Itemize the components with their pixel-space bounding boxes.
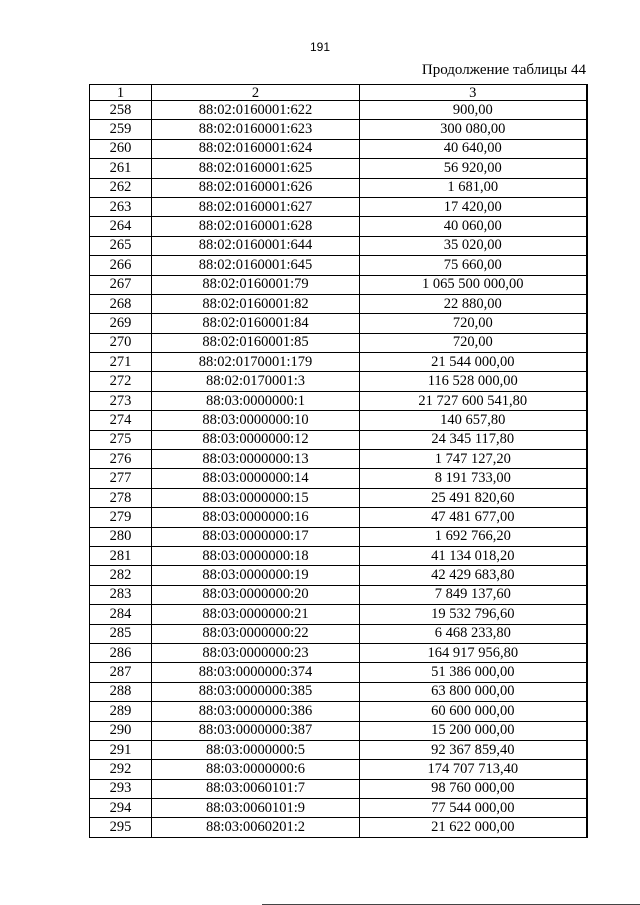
- value-cell: 47 481 677,00: [360, 508, 587, 527]
- cadastral-number-cell: 88:02:0160001:644: [152, 236, 360, 255]
- row-number-cell: 273: [90, 391, 152, 410]
- table-row: [90, 605, 587, 624]
- cadastral-number-cell: 88:03:0000000:19: [152, 566, 360, 585]
- cadastral-number-cell: 88:03:0000000:6: [152, 760, 360, 779]
- row-number-cell: 288: [90, 682, 152, 701]
- table-header-row: [90, 85, 587, 101]
- data-table: [89, 84, 588, 838]
- value-cell: 1 681,00: [360, 178, 587, 197]
- value-cell: 1 065 500 000,00: [360, 275, 587, 294]
- table-row: [90, 430, 587, 449]
- value-cell: 116 528 000,00: [360, 372, 587, 391]
- value-cell: 92 367 859,40: [360, 740, 587, 759]
- value-cell: 1 692 766,20: [360, 527, 587, 546]
- cadastral-number-cell: 88:03:0000000:15: [152, 488, 360, 507]
- cadastral-number-cell: 88:03:0000000:13: [152, 450, 360, 469]
- table-row: [90, 527, 587, 546]
- value-cell: 40 060,00: [360, 217, 587, 236]
- value-cell: 164 917 956,80: [360, 643, 587, 662]
- table-row: [90, 702, 587, 721]
- table-row: [90, 799, 587, 818]
- row-number-cell: 259: [90, 120, 152, 139]
- value-cell: 21 622 000,00: [360, 818, 587, 837]
- table-row: [90, 120, 587, 139]
- table-row: [90, 411, 587, 430]
- cadastral-number-cell: 88:03:0000000:22: [152, 624, 360, 643]
- cadastral-number-cell: 88:02:0160001:625: [152, 159, 360, 178]
- table-row: [90, 566, 587, 585]
- value-cell: 8 191 733,00: [360, 469, 587, 488]
- cadastral-number-cell: 88:03:0000000:385: [152, 682, 360, 701]
- table-body: [90, 101, 587, 838]
- value-cell: 1 747 127,20: [360, 450, 587, 469]
- cadastral-number-cell: 88:02:0160001:79: [152, 275, 360, 294]
- value-cell: 25 491 820,60: [360, 488, 587, 507]
- value-cell: 40 640,00: [360, 139, 587, 158]
- table-row: [90, 256, 587, 275]
- cadastral-number-cell: 88:03:0060101:7: [152, 779, 360, 798]
- cadastral-number-cell: 88:02:0160001:628: [152, 217, 360, 236]
- table-row: [90, 682, 587, 701]
- row-number-cell: 258: [90, 101, 152, 120]
- row-number-cell: 267: [90, 275, 152, 294]
- table-row: [90, 391, 587, 410]
- row-number-cell: 264: [90, 217, 152, 236]
- value-cell: 21 544 000,00: [360, 353, 587, 372]
- value-cell: 19 532 796,60: [360, 605, 587, 624]
- table-row: [90, 236, 587, 255]
- cadastral-number-cell: 88:03:0000000:21: [152, 605, 360, 624]
- table-row: [90, 779, 587, 798]
- cadastral-number-cell: 88:02:0160001:627: [152, 197, 360, 216]
- table-row: [90, 469, 587, 488]
- table-row: [90, 488, 587, 507]
- table-row: [90, 643, 587, 662]
- table-row: [90, 372, 587, 391]
- value-cell: 60 600 000,00: [360, 702, 587, 721]
- table-row: [90, 818, 587, 837]
- column-header-3: 3: [360, 85, 587, 101]
- value-cell: 35 020,00: [360, 236, 587, 255]
- value-cell: 6 468 233,80: [360, 624, 587, 643]
- cadastral-number-cell: 88:03:0000000:17: [152, 527, 360, 546]
- row-number-cell: 277: [90, 469, 152, 488]
- cadastral-number-cell: 88:03:0060101:9: [152, 799, 360, 818]
- row-number-cell: 270: [90, 333, 152, 352]
- cadastral-number-cell: 88:03:0000000:20: [152, 585, 360, 604]
- table-row: [90, 353, 587, 372]
- row-number-cell: 289: [90, 702, 152, 721]
- cadastral-number-cell: 88:02:0170001:179: [152, 353, 360, 372]
- cadastral-number-cell: 88:03:0000000:14: [152, 469, 360, 488]
- row-number-cell: 290: [90, 721, 152, 740]
- row-number-cell: 276: [90, 450, 152, 469]
- table-row: [90, 721, 587, 740]
- table-row: [90, 197, 587, 216]
- value-cell: 41 134 018,20: [360, 546, 587, 565]
- row-number-cell: 295: [90, 818, 152, 837]
- cadastral-number-cell: 88:02:0160001:624: [152, 139, 360, 158]
- value-cell: 21 727 600 541,80: [360, 391, 587, 410]
- table-row: [90, 178, 587, 197]
- value-cell: 720,00: [360, 314, 587, 333]
- row-number-cell: 286: [90, 643, 152, 662]
- table-row: [90, 585, 587, 604]
- table-row: [90, 159, 587, 178]
- row-number-cell: 283: [90, 585, 152, 604]
- table-row: [90, 139, 587, 158]
- column-header-1: 1: [90, 85, 152, 101]
- table-row: [90, 546, 587, 565]
- table-row: [90, 217, 587, 236]
- cadastral-number-cell: 88:02:0160001:82: [152, 294, 360, 313]
- value-cell: 300 080,00: [360, 120, 587, 139]
- row-number-cell: 266: [90, 256, 152, 275]
- cadastral-number-cell: 88:03:0000000:16: [152, 508, 360, 527]
- cadastral-number-cell: 88:03:0000000:12: [152, 430, 360, 449]
- table-row: [90, 508, 587, 527]
- row-number-cell: 274: [90, 411, 152, 430]
- table-caption: Продолжение таблицы 44: [421, 62, 586, 78]
- value-cell: 22 880,00: [360, 294, 587, 313]
- table-row: [90, 314, 587, 333]
- cadastral-number-cell: 88:03:0000000:18: [152, 546, 360, 565]
- cadastral-number-cell: 88:02:0160001:645: [152, 256, 360, 275]
- value-cell: 51 386 000,00: [360, 663, 587, 682]
- page-number: 191: [309, 40, 331, 54]
- cadastral-number-cell: 88:03:0000000:23: [152, 643, 360, 662]
- table-row: [90, 760, 587, 779]
- table-row: [90, 294, 587, 313]
- value-cell: 77 544 000,00: [360, 799, 587, 818]
- value-cell: 140 657,80: [360, 411, 587, 430]
- row-number-cell: 291: [90, 740, 152, 759]
- value-cell: 63 800 000,00: [360, 682, 587, 701]
- value-cell: 174 707 713,40: [360, 760, 587, 779]
- row-number-cell: 284: [90, 605, 152, 624]
- row-number-cell: 265: [90, 236, 152, 255]
- cadastral-number-cell: 88:02:0160001:85: [152, 333, 360, 352]
- cadastral-number-cell: 88:02:0160001:626: [152, 178, 360, 197]
- table-row: [90, 333, 587, 352]
- row-number-cell: 268: [90, 294, 152, 313]
- cadastral-number-cell: 88:03:0000000:1: [152, 391, 360, 410]
- value-cell: 17 420,00: [360, 197, 587, 216]
- row-number-cell: 271: [90, 353, 152, 372]
- row-number-cell: 294: [90, 799, 152, 818]
- row-number-cell: 260: [90, 139, 152, 158]
- row-number-cell: 272: [90, 372, 152, 391]
- value-cell: 900,00: [360, 101, 587, 120]
- row-number-cell: 279: [90, 508, 152, 527]
- row-number-cell: 285: [90, 624, 152, 643]
- cadastral-number-cell: 88:02:0160001:622: [152, 101, 360, 120]
- value-cell: 98 760 000,00: [360, 779, 587, 798]
- row-number-cell: 292: [90, 760, 152, 779]
- row-number-cell: 280: [90, 527, 152, 546]
- cadastral-number-cell: 88:03:0000000:10: [152, 411, 360, 430]
- row-number-cell: 281: [90, 546, 152, 565]
- value-cell: 720,00: [360, 333, 587, 352]
- row-number-cell: 269: [90, 314, 152, 333]
- value-cell: 24 345 117,80: [360, 430, 587, 449]
- cadastral-number-cell: 88:02:0170001:3: [152, 372, 360, 391]
- cadastral-number-cell: 88:02:0160001:84: [152, 314, 360, 333]
- cadastral-number-cell: 88:03:0000000:386: [152, 702, 360, 721]
- row-number-cell: 263: [90, 197, 152, 216]
- value-cell: 56 920,00: [360, 159, 587, 178]
- cadastral-number-cell: 88:02:0160001:623: [152, 120, 360, 139]
- cadastral-number-cell: 88:03:0060201:2: [152, 818, 360, 837]
- column-header-2: 2: [152, 85, 360, 101]
- cadastral-number-cell: 88:03:0000000:387: [152, 721, 360, 740]
- table-row: [90, 663, 587, 682]
- row-number-cell: 278: [90, 488, 152, 507]
- row-number-cell: 261: [90, 159, 152, 178]
- table-row: [90, 624, 587, 643]
- value-cell: 7 849 137,60: [360, 585, 587, 604]
- row-number-cell: 282: [90, 566, 152, 585]
- row-number-cell: 287: [90, 663, 152, 682]
- row-number-cell: 262: [90, 178, 152, 197]
- value-cell: 15 200 000,00: [360, 721, 587, 740]
- table-row: [90, 450, 587, 469]
- cadastral-number-cell: 88:03:0000000:5: [152, 740, 360, 759]
- row-number-cell: 275: [90, 430, 152, 449]
- table-row: [90, 275, 587, 294]
- value-cell: 75 660,00: [360, 256, 587, 275]
- row-number-cell: 293: [90, 779, 152, 798]
- cadastral-number-cell: 88:03:0000000:374: [152, 663, 360, 682]
- value-cell: 42 429 683,80: [360, 566, 587, 585]
- table-row: [90, 740, 587, 759]
- table-row: [90, 101, 587, 120]
